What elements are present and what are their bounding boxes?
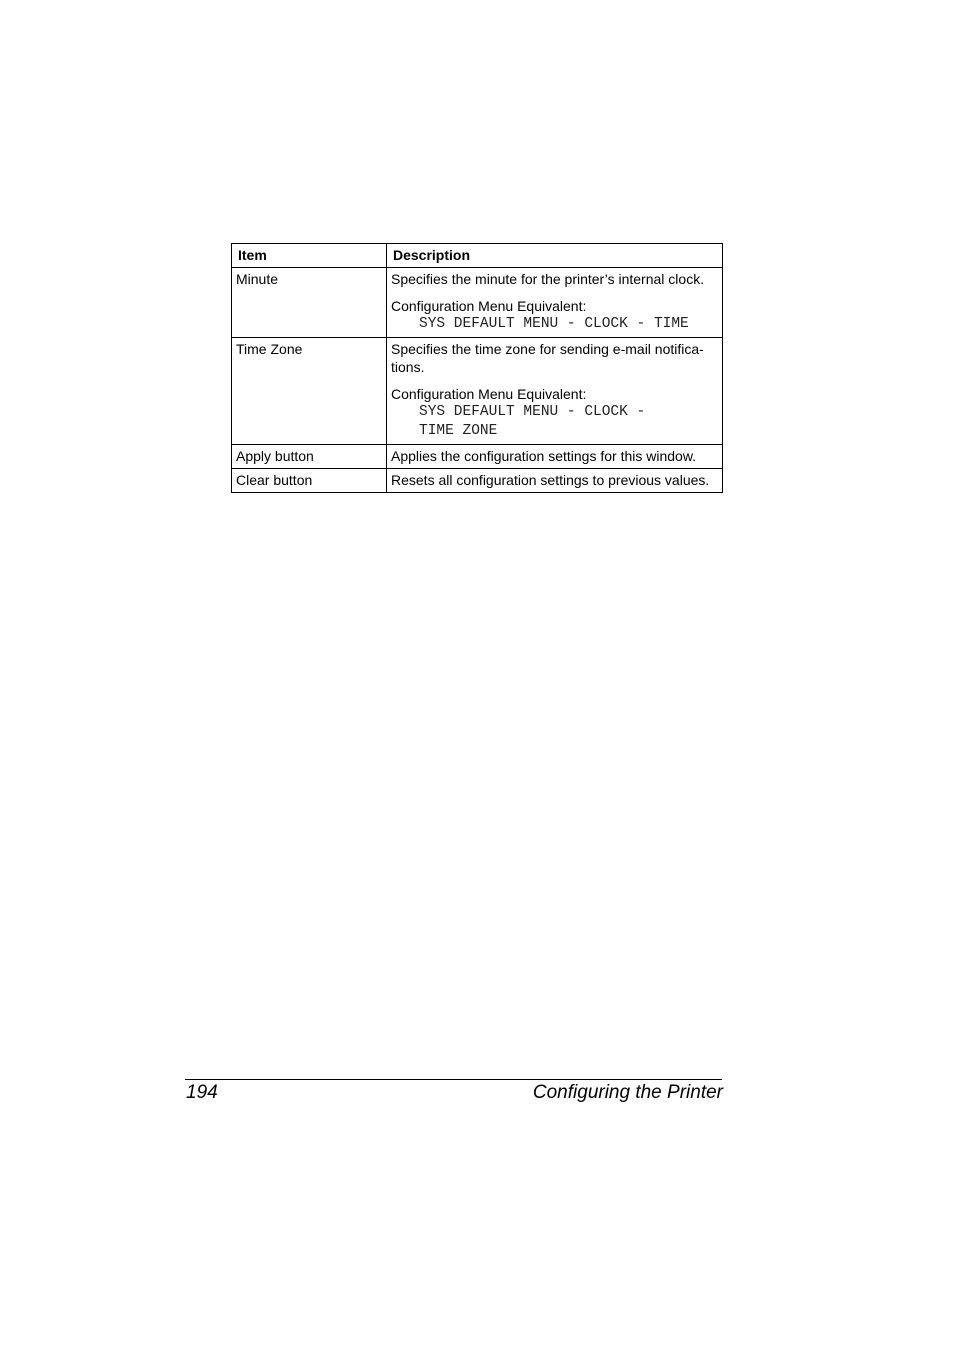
menu-equivalent-label: Configuration Menu Equivalent: bbox=[391, 298, 587, 314]
row-item: Clear button bbox=[232, 469, 387, 493]
header-item: Item bbox=[232, 244, 387, 268]
table-row bbox=[232, 469, 723, 493]
table-header-row bbox=[232, 244, 723, 268]
row-item: Apply button bbox=[232, 445, 387, 469]
description-text: Specifies the time zone for sending e-mail notifica-tions. bbox=[391, 341, 704, 375]
table-row bbox=[232, 338, 723, 445]
menu-path-line-2: TIME ZONE bbox=[419, 423, 498, 439]
settings-table bbox=[231, 243, 723, 493]
menu-path: SYS DEFAULT MENU - CLOCK - TIME bbox=[419, 316, 689, 332]
row-description bbox=[387, 268, 723, 338]
row-description: Resets all configuration settings to previous values. bbox=[387, 469, 723, 493]
menu-path-line-1: SYS DEFAULT MENU - CLOCK - bbox=[419, 404, 646, 420]
row-item: Minute bbox=[232, 268, 387, 338]
footer-divider bbox=[185, 1079, 722, 1080]
row-description bbox=[387, 338, 723, 445]
header-description: Description bbox=[387, 244, 723, 268]
table-row bbox=[232, 268, 723, 338]
description-text: Specifies the minute for the printer’s internal clock. bbox=[391, 271, 705, 287]
page-number: 194 bbox=[186, 1082, 218, 1103]
row-item: Time Zone bbox=[232, 338, 387, 445]
menu-equivalent-label: Configuration Menu Equivalent: bbox=[391, 386, 587, 402]
chapter-title: Configuring the Printer bbox=[532, 1082, 723, 1103]
table-row bbox=[232, 445, 723, 469]
row-description: Applies the configuration settings for this window. bbox=[387, 445, 723, 469]
